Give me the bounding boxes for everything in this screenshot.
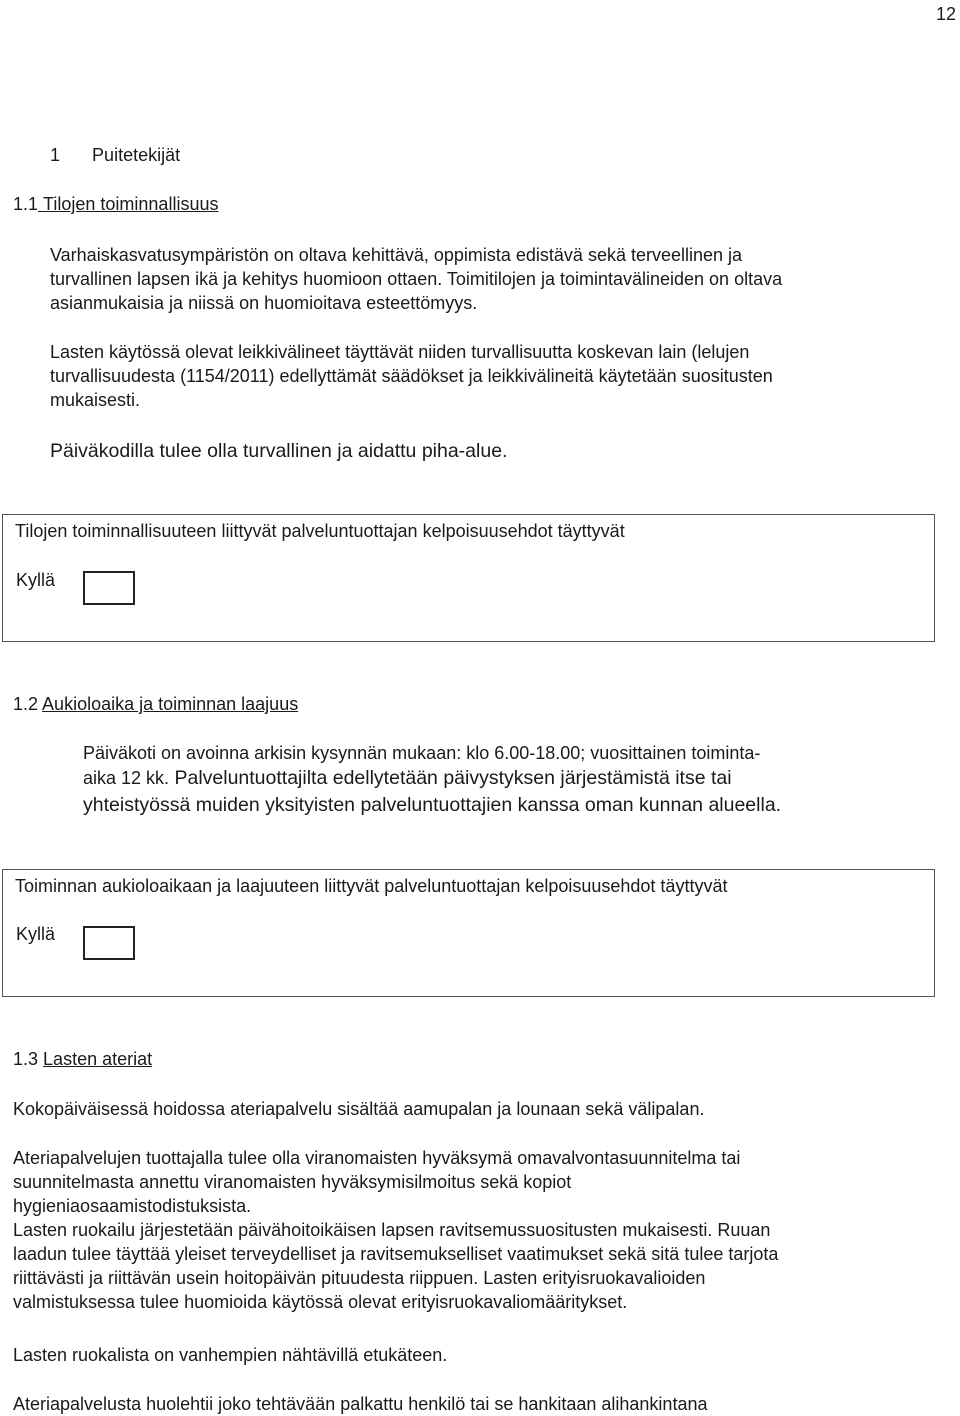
criteria-box-title: Toiminnan aukioloaikaan ja laajuuteen liittyvät palveluntuottajan kelpoisuusehdot täyttyvät <box>15 876 728 896</box>
text-line: Päiväkoti on avoinna arkisin kysynnän mukaan: klo 6.00-18.00; vuosittainen toiminta- <box>83 743 761 763</box>
text-line: mukaisesti. <box>50 390 141 410</box>
section-1-3-title: Lasten ateriat <box>43 1049 153 1069</box>
section-1-2-number: 1.2 <box>13 694 39 714</box>
section-1-3-paragraph-5: Ateriapalvelusta huolehtii joko tehtävään palkattu henkilö tai se hankitaan alihankintana <box>13 1394 708 1414</box>
section-1-3-paragraph-4: Lasten ruokalista on vanhempien nähtävillä etukäteen. <box>13 1345 448 1365</box>
text-line: laadun tulee täyttää yleiset terveydelliset ja ravitsemukselliset vaatimukset sekä sitä tulee tarjota <box>13 1244 779 1264</box>
criteria-box-facilities <box>2 514 935 642</box>
section-1-heading <box>50 143 180 167</box>
section-1-1-title: Tilojen toiminnallisuus <box>43 194 219 214</box>
yes-label: Kyllä <box>16 570 56 590</box>
text-span: aika 12 kk. <box>83 768 170 788</box>
section-1-1-heading <box>13 192 218 216</box>
section-1-2-heading <box>13 692 298 716</box>
section-1-number: 1 <box>50 145 61 165</box>
section-1-1-paragraph-3: Päiväkodilla tulee olla turvallinen ja aidattu piha-alue. <box>50 440 508 462</box>
text-line: suunnitelmasta annettu viranomaisten hyväksymisilmoitus sekä kopiot <box>13 1172 572 1192</box>
yes-checkbox[interactable] <box>83 571 135 605</box>
page-number: 12 <box>936 4 957 24</box>
criteria-box-title: Tilojen toiminnallisuuteen liittyvät palveluntuottajan kelpoisuusehdot täyttyvät <box>15 521 625 541</box>
text-line: turvallisuudesta (1154/2011) edellyttämät säädökset ja leikkivälineitä käytetään suositusten <box>50 366 773 386</box>
section-1-3-number: 1.3 <box>13 1049 39 1069</box>
text-line: riittävästi ja riittävän usein hoitopäivän pituudesta riippuen. Lasten erityisruokavalioiden <box>13 1268 706 1288</box>
text-line <box>83 765 781 792</box>
text-line: asianmukaisia ja niissä on huomioitava esteettömyys. <box>50 293 478 313</box>
criteria-box-opening-hours <box>2 869 935 997</box>
section-1-1-paragraph-1 <box>50 243 782 315</box>
section-1-1-number: 1.1 <box>13 194 39 214</box>
yes-checkbox[interactable] <box>83 926 135 960</box>
text-line: valmistuksessa tulee huomioida käytössä olevat erityisruokavaliomääritykset. <box>13 1292 628 1312</box>
text-line: Ateriapalvelujen tuottajalla tulee olla viranomaisten hyväksymä omavalvontasuunnitelma tai <box>13 1148 741 1168</box>
section-1-2-title: Aukioloaika ja toiminnan laajuus <box>42 694 299 714</box>
section-1-3-paragraph-1: Kokopäiväisessä hoidossa ateriapalvelu sisältää aamupalan ja lounaan sekä välipalan. <box>13 1099 705 1119</box>
section-1-3-heading <box>13 1047 152 1071</box>
text-span: Palveluntuottajilta edellytetään päivystyksen järjestämistä itse tai <box>169 767 732 789</box>
text-line: hygieniaosaamistodistuksista. <box>13 1196 252 1216</box>
section-1-2-paragraph <box>83 741 781 819</box>
yes-label: Kyllä <box>16 924 56 944</box>
text-line: turvallinen lapsen ikä ja kehitys huomioon ottaen. Toimitilojen ja toimintavälineiden on oltava <box>50 269 783 289</box>
text-line: yhteistyössä muiden yksityisten palveluntuottajien kanssa oman kunnan alueella. <box>83 794 782 816</box>
text-line: Varhaiskasvatusympäristön on oltava kehittävä, oppimista edistävä sekä terveellinen ja <box>50 245 743 265</box>
text-line: Lasten käytössä olevat leikkivälineet täyttävät niiden turvallisuutta koskevan lain (lelujen <box>50 342 750 362</box>
section-1-1-paragraph-2 <box>50 340 773 412</box>
text-line: Lasten ruokailu järjestetään päivähoitoikäisen lapsen ravitsemussuositusten mukaisesti. Ruuan <box>13 1220 771 1240</box>
section-1-3-paragraph-2 <box>13 1146 778 1314</box>
section-1-title: Puitetekijät <box>92 145 181 165</box>
